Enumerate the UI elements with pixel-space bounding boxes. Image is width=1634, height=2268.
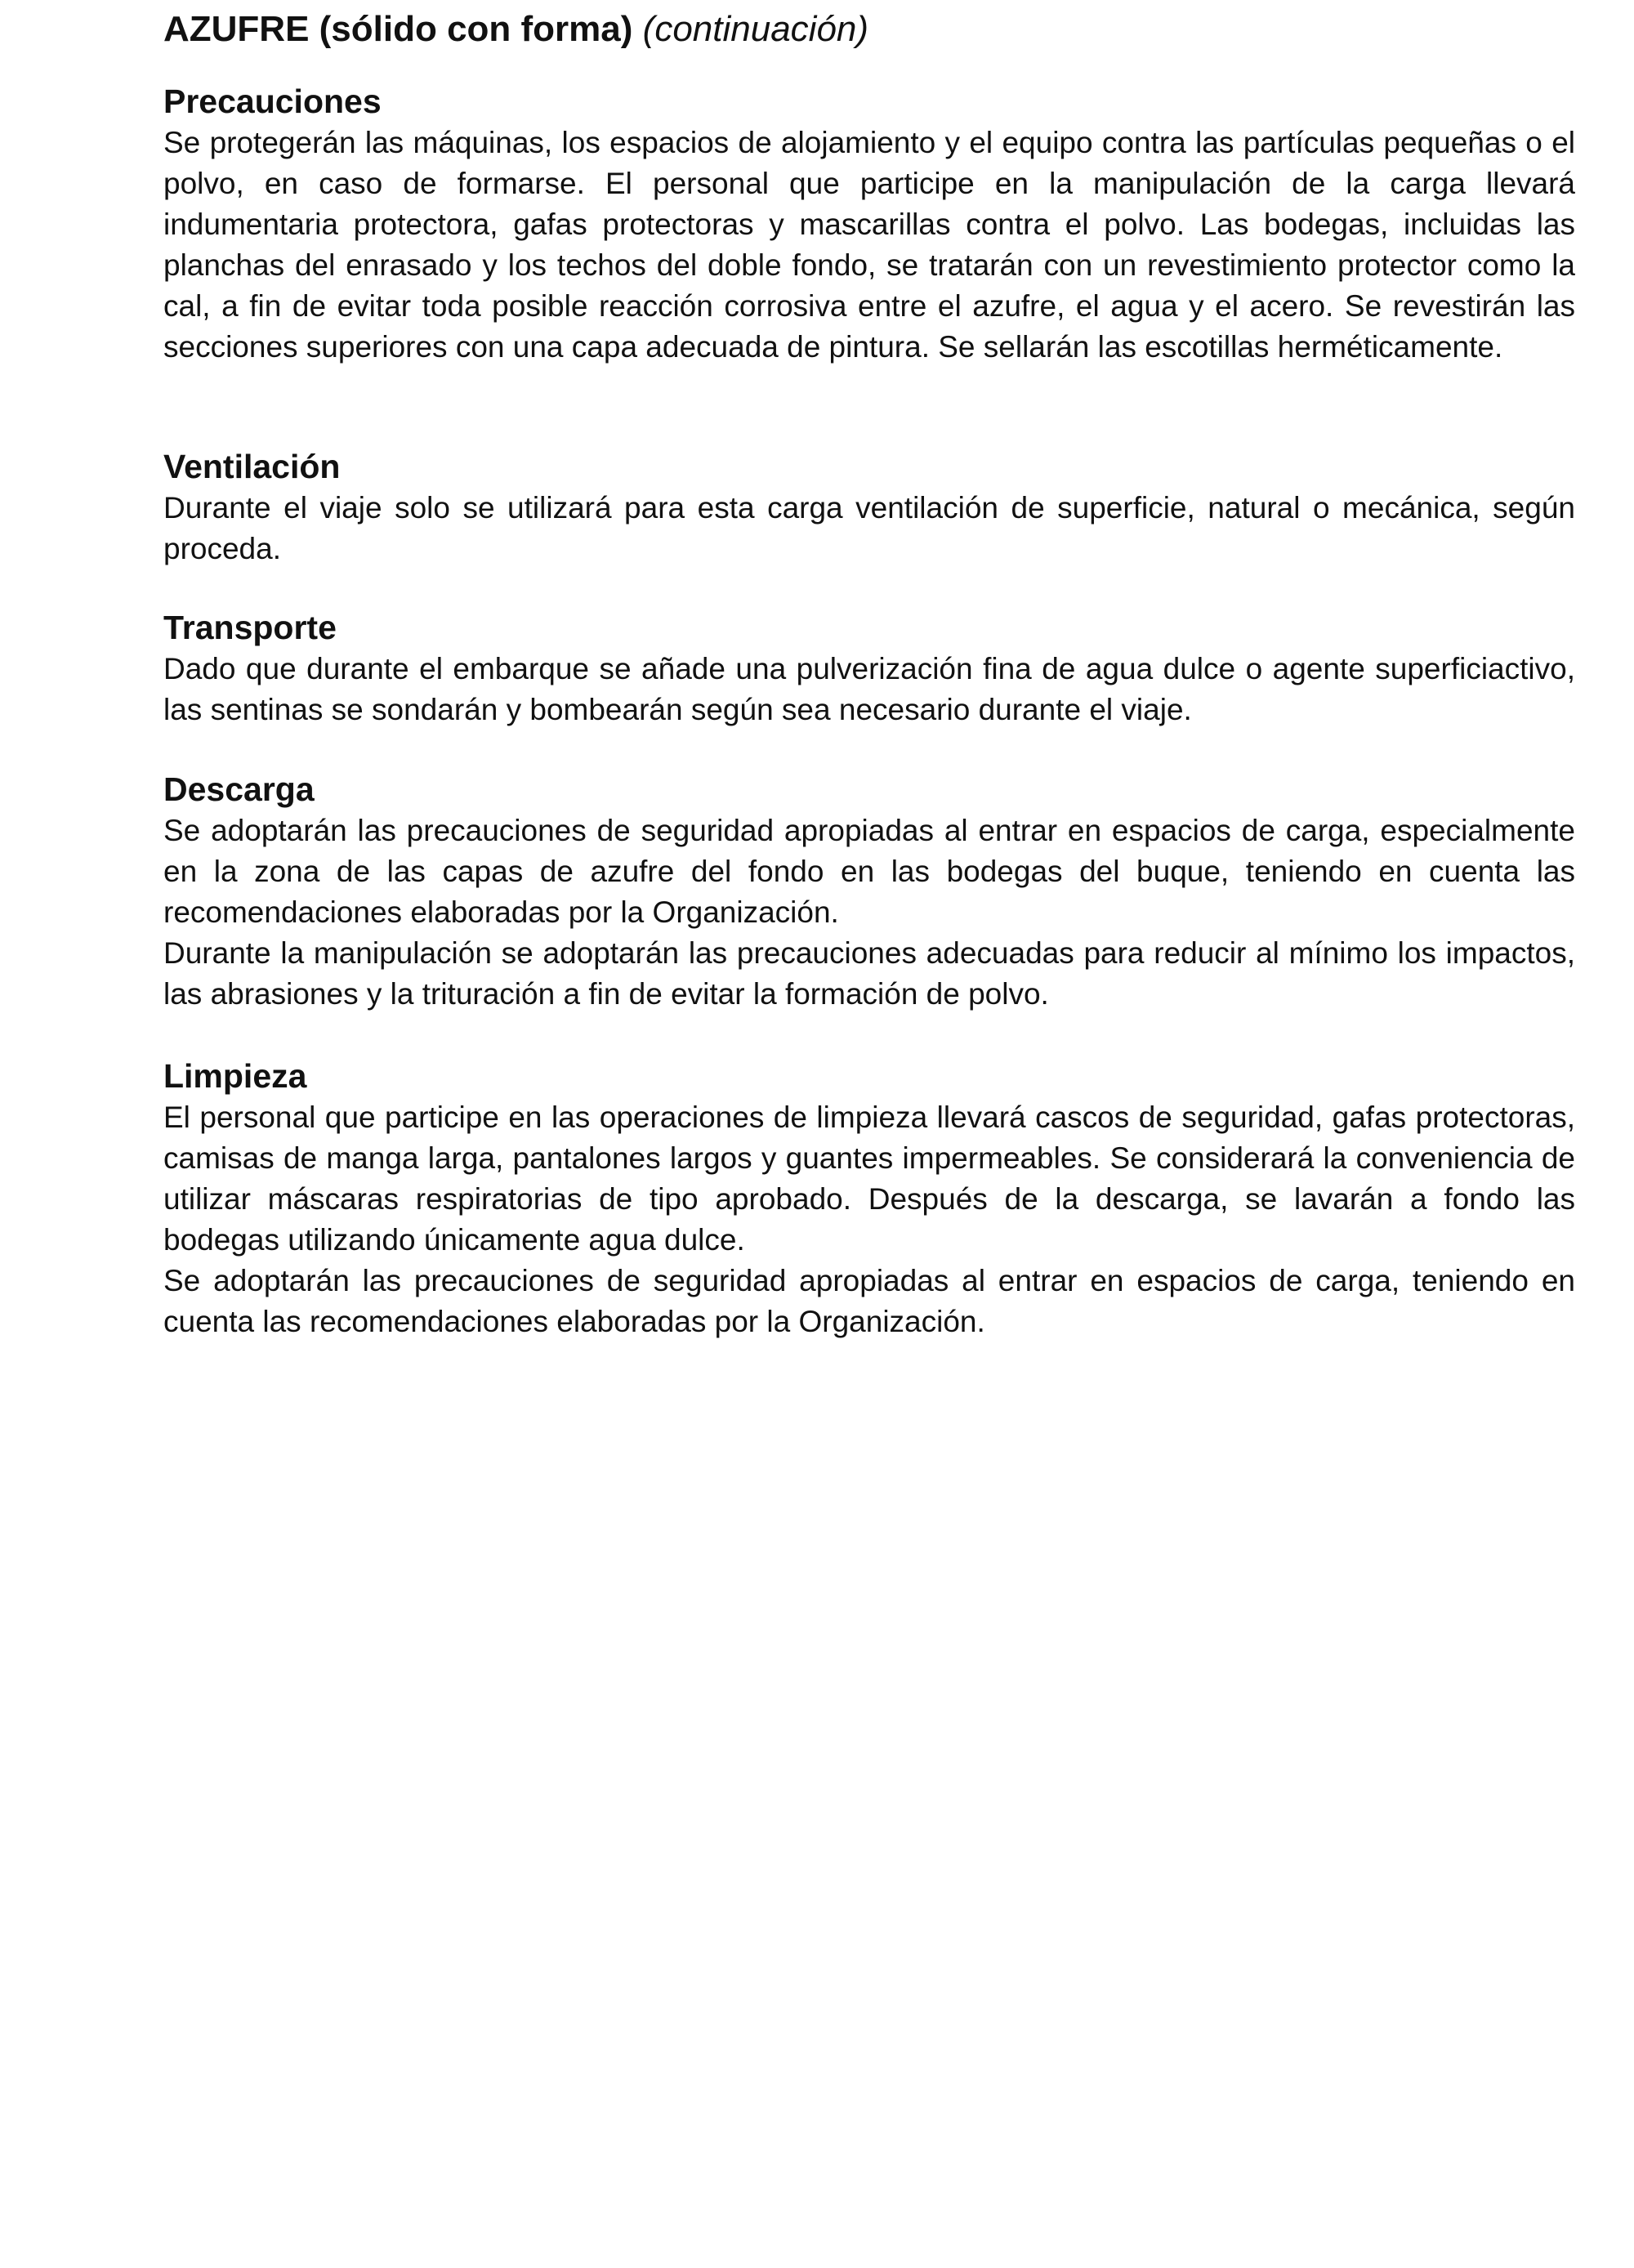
section-descarga: [163, 768, 1575, 1015]
title-main: AZUFRE (sólido con forma): [163, 9, 633, 49]
section-heading: Transporte: [163, 609, 337, 646]
section-heading: Descarga: [163, 770, 315, 808]
section-heading: Precauciones: [163, 83, 382, 120]
document-title: [163, 7, 1575, 52]
section-paragraph: Durante el viaje solo se utilizará para esta carga ventilación de superficie, natural o mecánica, según proceda.: [163, 491, 1575, 565]
section-precauciones: [163, 80, 1575, 368]
section-paragraph: Se protegerán las máquinas, los espacios de alojamiento y el equipo contra las partículas pequeñas o el polvo, en caso de formarse. El personal que participe en la manipulación de la carga llevará indumentaria protectora, gafas protectoras y mascarillas contra el polvo. Las bodegas, incluidas las planchas del enrasado y los techos del doble fondo, se tratarán con un revestimiento protector como la cal, a fin de evitar toda posible reacción corrosiva entre el azufre, el agua y el acero. Se revestirán las secciones superiores con una capa adecuada de pintura. Se sellarán las escotillas herméticamente.: [163, 126, 1575, 364]
title-continuation: (continuación): [642, 9, 869, 49]
section-paragraph: Se adoptarán las precauciones de seguridad apropiadas al entrar en espacios de carga, especialmente en la zona de las capas de azufre del fondo en las bodegas del buque, teniendo en cuenta las recomendaciones elaboradas por la Organización.: [163, 814, 1575, 929]
section-heading: Ventilación: [163, 448, 341, 485]
section-paragraph: Durante la manipulación se adoptarán las precauciones adecuadas para reducir al mínimo los impactos, las abrasiones y la trituración a fin de evitar la formación de polvo.: [163, 936, 1575, 1011]
section-heading: Limpieza: [163, 1057, 307, 1095]
section-ventilacion: [163, 445, 1575, 569]
section-transporte: [163, 606, 1575, 730]
section-paragraph: Dado que durante el embarque se añade una pulverización fina de agua dulce o agente superficiactivo, las sentinas se sondarán y bombearán según sea necesario durante el viaje.: [163, 652, 1575, 726]
section-paragraph: Se adoptarán las precauciones de seguridad apropiadas al entrar en espacios de carga, teniendo en cuenta las recomendaciones elaboradas por la Organización.: [163, 1264, 1575, 1338]
section-paragraph: El personal que participe en las operaciones de limpieza llevará cascos de seguridad, gafas protectoras, camisas de manga larga, pantalones largos y guantes impermeables. Se considerará la conveniencia de utilizar máscaras respiratorias de tipo aprobado. Después de la descarga, se lavarán a fondo las bodegas utilizando únicamente agua dulce.: [163, 1101, 1575, 1257]
section-limpieza: [163, 1055, 1575, 1342]
